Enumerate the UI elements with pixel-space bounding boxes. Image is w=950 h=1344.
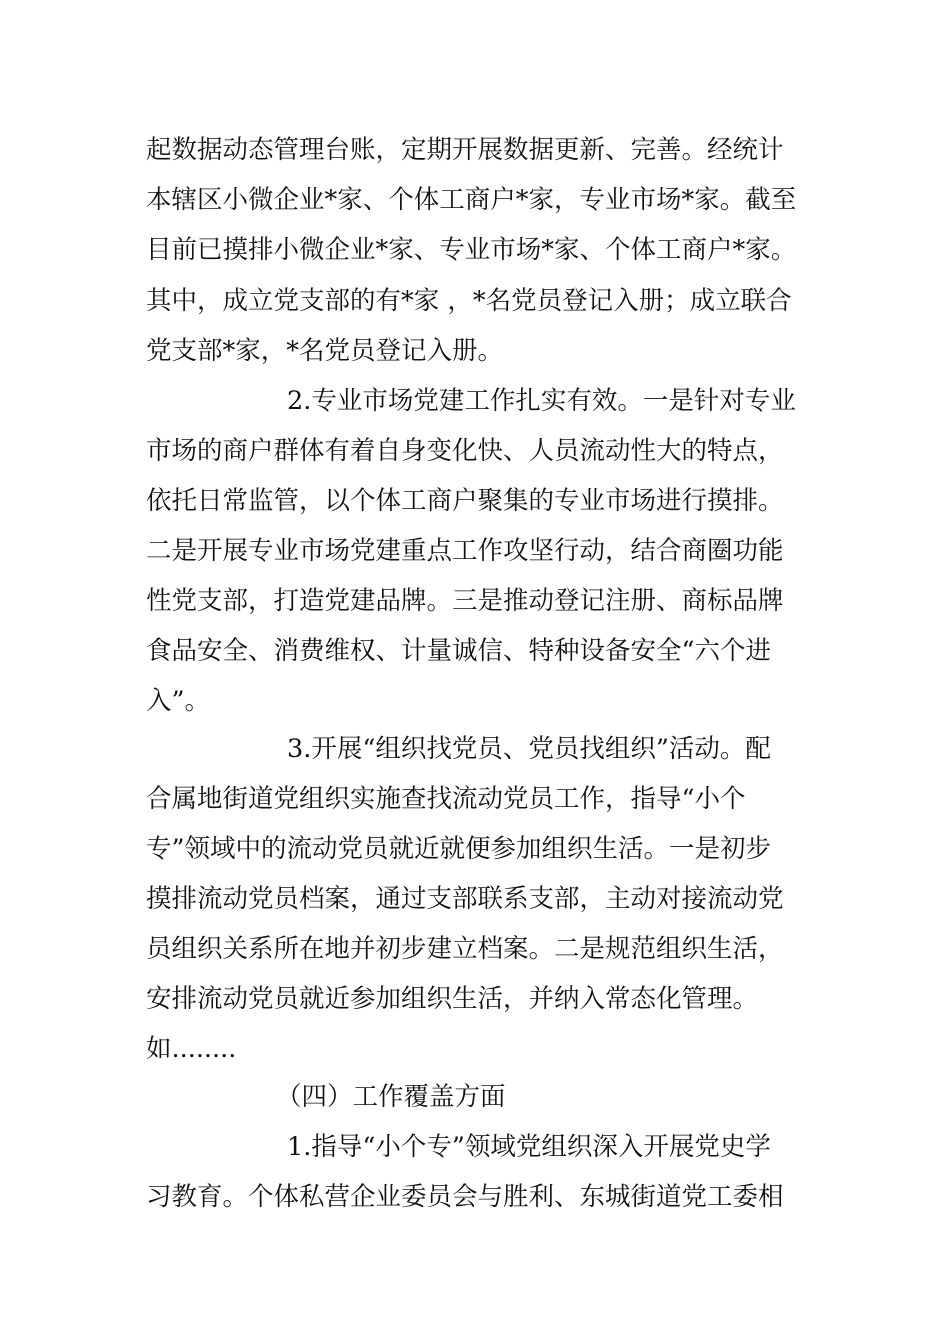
text-line: 性党支部，打造党建品牌。三是推动登记注册、商标品牌	[146, 586, 784, 616]
text-line: 如........	[146, 1034, 237, 1064]
text-line: 市场的商户群体有着自身变化快、人员流动性大的特点，	[146, 436, 784, 466]
text-line: 其中，成立党支部的有*家 ，*名党员登记入册；成立联合	[146, 286, 792, 316]
text-line: 依托日常监管，以个体工商户聚集的专业市场进行摸排。	[146, 486, 784, 516]
text-line: 习教育。个体私营企业委员会与胜利、东城街道党工委相	[146, 1182, 784, 1212]
paragraph-start-line: 3.开展“组织找党员、党员找组织”活动。配	[287, 734, 771, 764]
section-heading: （四）工作覆盖方面	[276, 1082, 506, 1112]
text-line: 专”领域中的流动党员就近就便参加组织生活。一是初步	[146, 834, 772, 864]
text-line: 食品安全、消费维权、计量诚信、特种设备安全“六个进	[146, 636, 772, 666]
text-line: 起数据动态管理台账，定期开展数据更新、完善。经统计	[146, 135, 784, 165]
text-line: 合属地街道党组织实施查找流动党员工作，指导“小个	[146, 784, 746, 814]
text-line: 员组织关系所在地并初步建立档案。二是规范组织生活，	[146, 934, 784, 964]
paragraph-start-line: 1.指导“小个专”领域党组织深入开展党史学	[287, 1132, 771, 1162]
text-line: 二是开展专业市场党建重点工作攻坚行动，结合商圈功能	[146, 536, 784, 566]
text-line: 安排流动党员就近参加组织生活，并纳入常态化管理。	[146, 984, 759, 1014]
text-line: 入”。	[146, 686, 211, 716]
paragraph-start-line: 2.专业市场党建工作扎实有效。一是针对专业	[287, 386, 796, 416]
text-line: 目前已摸排小微企业*家、专业市场*家、个体工商户*家。	[146, 235, 797, 265]
text-line: 本辖区小微企业*家、个体工商户*家，专业市场*家。截至	[146, 185, 797, 215]
text-line: 摸排流动党员档案，通过支部联系支部，主动对接流动党	[146, 884, 784, 914]
text-line: 党支部*家，*名党员登记入册。	[146, 336, 504, 366]
